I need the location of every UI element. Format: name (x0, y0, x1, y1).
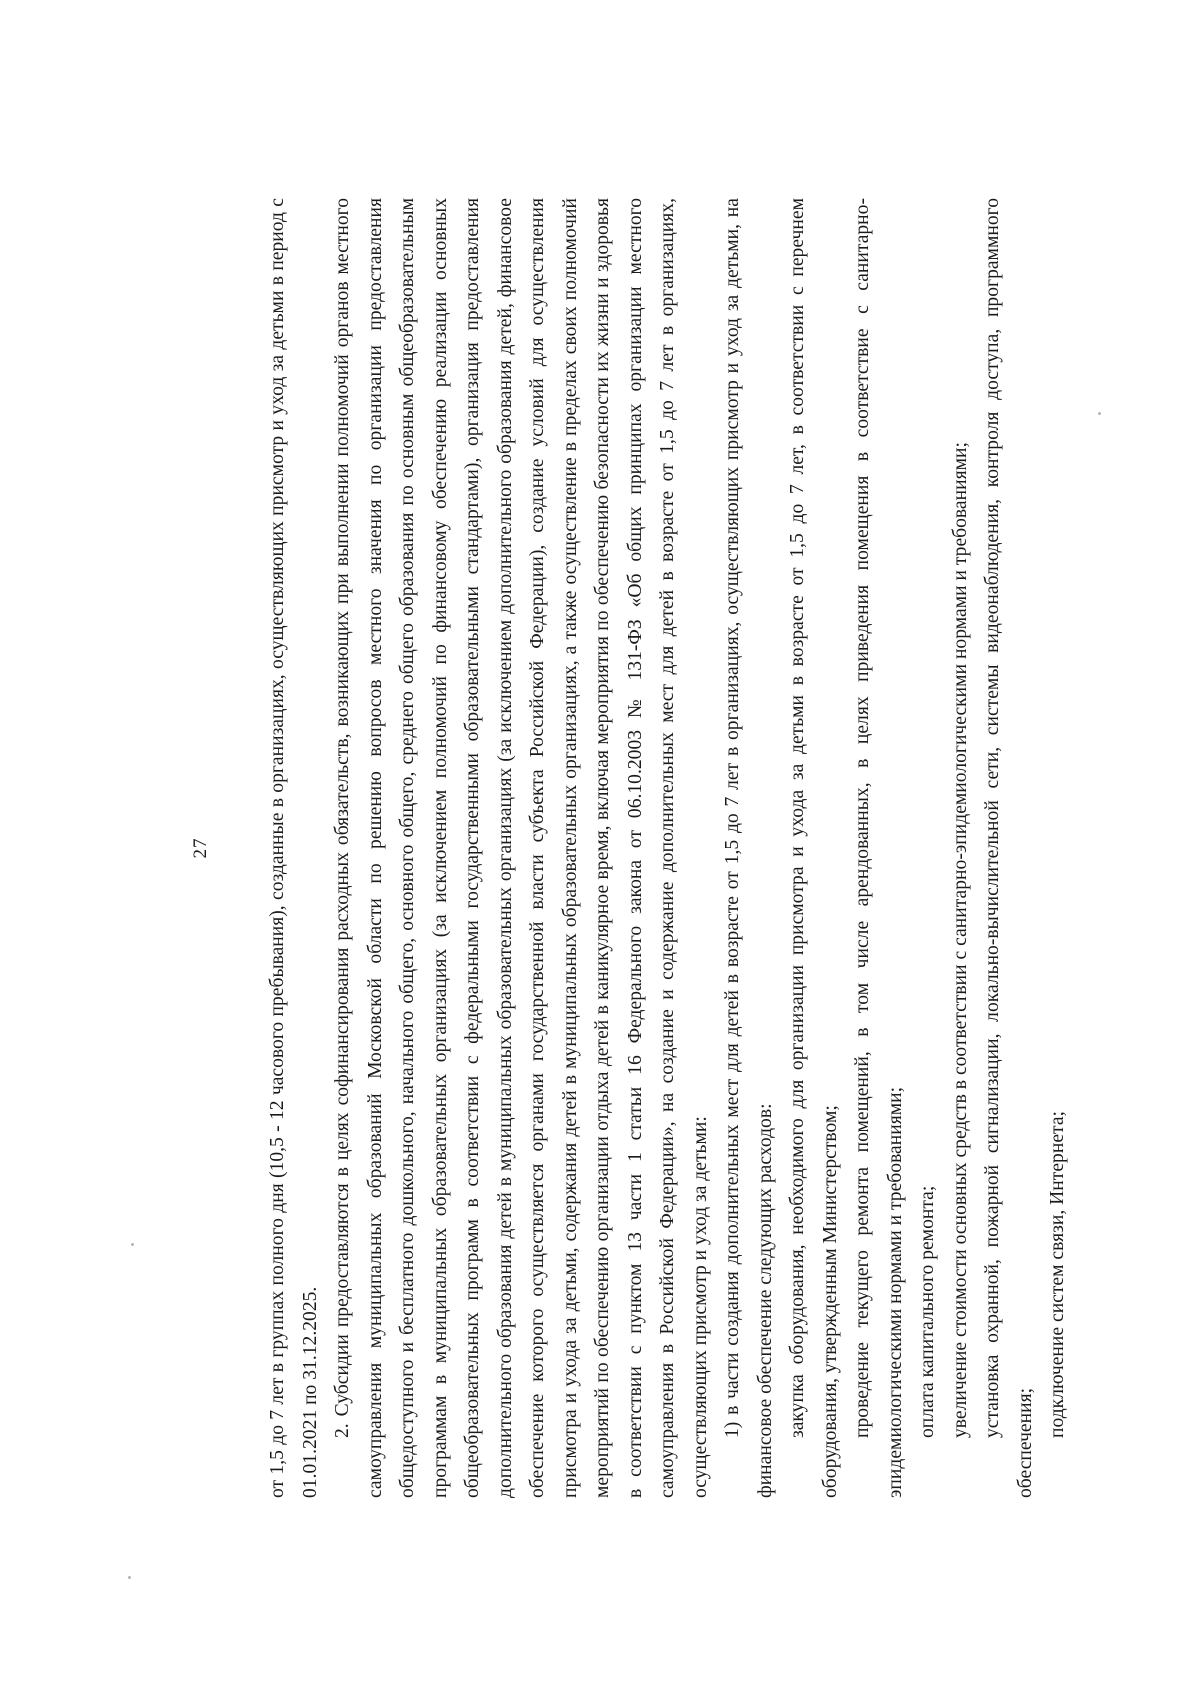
paragraph-continuation: от 1,5 до 7 лет в группах полного дня (10,5 - 12 часового пребывания), созданные в организациях, осуществляющих присмотр и уход за детьми в период с 01.01.2021 по 31.12.2025. (267, 198, 321, 1498)
list-item-internet-connection: подключение систем связи, Интернета; (1047, 1111, 1068, 1438)
scan-speck (131, 1243, 134, 1246)
page-number: 27 (190, 837, 211, 859)
scan-speck (1098, 412, 1101, 415)
paragraph-additional-places: 1) в части создания дополнительных мест для детей в возрасте от 1,5 до 7 лет в организациях, осуществляющих присмотр и уход за детьми, на финансовое обеспечение следующих расходов: (722, 198, 776, 1498)
list-item-security-systems: установка охранной, пожарной сигнализации, локально-вычислительной сети, системы видеонаблюдения, контроля доступа, программного обеспечения; (982, 198, 1036, 1498)
scan-speck (128, 1576, 131, 1579)
paragraph-subsidies-purpose: 2. Субсидии предоставляются в целях софинансирования расходных обязательств, возникающих при выполнении полномочий органов местного самоуправления муниципальных образований Московской области по решению вопросов местного значения по организации предоставления общедоступного и бесплатного дошкольного, начального общего, основного общего, среднего общего образования по основным общеобразовательным программам в муниципальных образовательных организациях (за исключением полномочий по финансовому обеспечению реализации основных общеобразовательных программ в соответствии с федеральными государственными образовательными стандартами), организация предоставления дополнительного образования детей в муниципальных образовательных организациях (за исключением дополнительного образования детей, финансовое обеспечение которого осуществляется органами государственной власти субъекта Российской Федерации), создание условий для осуществления присмотра и ухода за детьми, содержания детей в муниципальных образовательных организациях, а также осуществление в пределах своих полномочий мероприятий по обеспечению организации отдыха детей в каникулярное время, включая мероприятия по обеспечению безопасности их жизни и здоровья в соответствии с пунктом 13 части 1 статьи 16 Федерального закона от 06.10.2003 № 131-ФЗ «Об общих принципах организации местного самоуправления в Российской Федерации», на создание и содержание дополнительных мест для детей в возрасте от 1,5 до 7 лет в организациях, осуществляющих присмотр и уход за детьми: (332, 198, 711, 1498)
list-item-fixed-assets: увеличение стоимости основных средств в соответствии с санитарно-эпидемиологическими нормами и требованиями; (949, 442, 971, 1438)
list-item-equipment-purchase: закупка оборудования, необходимого для организации присмотра и ухода за детьми в возрасте от 1,5 до 7 лет, в соответствии с перечнем оборудования, утвержденным Министерством; (787, 198, 841, 1498)
document-body (262, 198, 1075, 1498)
list-item-capital-repair: оплата капитального ремонта; (917, 1185, 938, 1438)
rotated-document-content (190, 198, 1068, 1498)
list-item-current-repair: проведение текущего ремонта помещений, в том числе арендованных, в целях приведения помещения в соответствие с санитарно-эпидемиологическими нормами и требованиями; (852, 198, 906, 1498)
